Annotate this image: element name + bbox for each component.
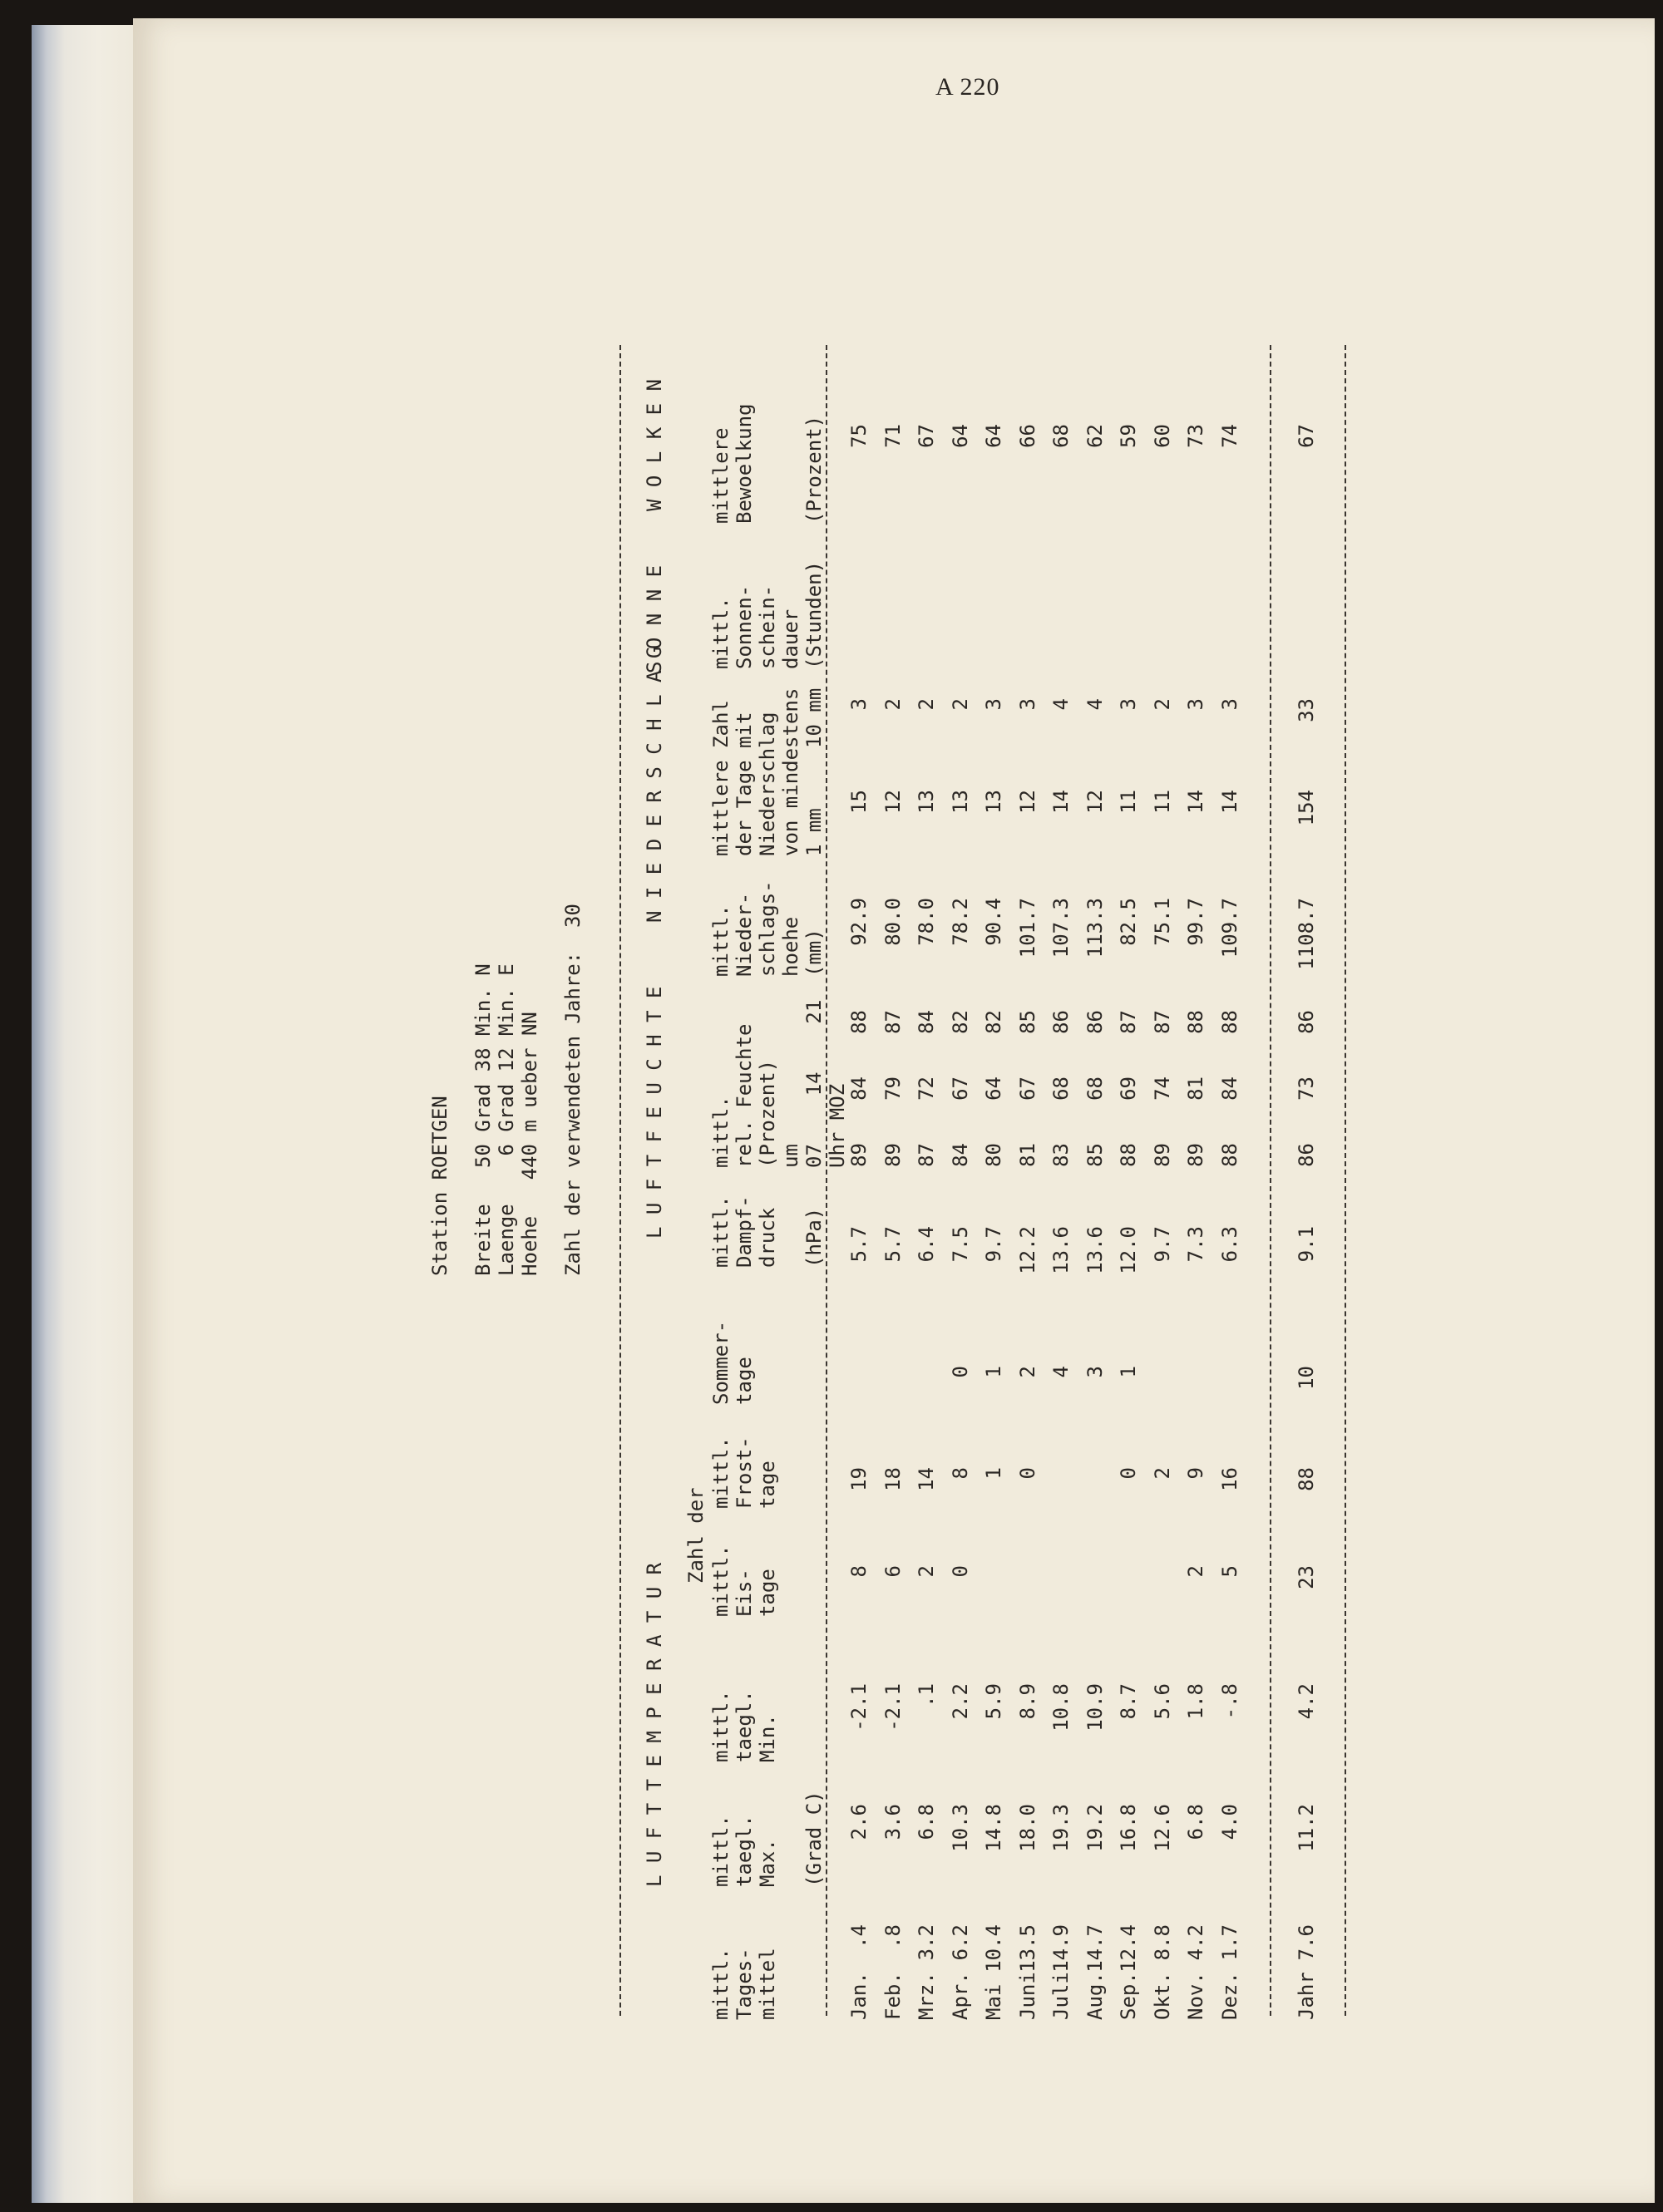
cell-eis: 0 bbox=[948, 1565, 972, 1578]
cell-f14: 72 bbox=[915, 1076, 938, 1101]
cell-mn: 10.9 bbox=[1083, 1683, 1107, 1732]
header-bewoelkung-line: Bewoelkung bbox=[733, 403, 756, 524]
cell-f14: 84 bbox=[847, 1076, 871, 1101]
divider-header bbox=[826, 345, 827, 2016]
cell-mn: 1.8 bbox=[1184, 1683, 1207, 1720]
cell-n10: 3 bbox=[1184, 698, 1207, 711]
cell-fr: 9 bbox=[1184, 1467, 1207, 1480]
cell-f14: 68 bbox=[1049, 1076, 1073, 1101]
row-month-label: Mrz. bbox=[915, 1972, 938, 2020]
cell-tm: 3.2 bbox=[915, 1924, 938, 1961]
header-eistage-line: tage bbox=[756, 1569, 779, 1617]
cell-mx: 3.6 bbox=[881, 1804, 905, 1840]
header-nhoehe-line: hoehe bbox=[779, 916, 802, 977]
cell-fr: 0 bbox=[1117, 1467, 1140, 1480]
header-ntage-line: mittlere Zahl bbox=[709, 700, 733, 856]
cell-n1: 14 bbox=[1184, 790, 1207, 814]
cell-dd: 7.3 bbox=[1184, 1226, 1207, 1263]
cell-mn: -2.1 bbox=[847, 1683, 871, 1732]
cell-mx: 14.8 bbox=[982, 1804, 1005, 1852]
cell-bw: 67 bbox=[1295, 424, 1318, 448]
header-min-line: mittl. bbox=[709, 1690, 733, 1762]
cell-mn: 5.9 bbox=[982, 1683, 1005, 1720]
header-max-line: mittl. bbox=[709, 1815, 733, 1887]
cell-f07: 86 bbox=[1295, 1143, 1318, 1167]
header-min-line: taegl. bbox=[733, 1690, 756, 1762]
cell-dd: 5.7 bbox=[847, 1226, 871, 1263]
station-laenge: Laenge 6 Grad 12 Min. E bbox=[495, 963, 518, 1276]
cell-n1: 14 bbox=[1049, 790, 1073, 814]
cell-tm: .4 bbox=[847, 1924, 871, 1948]
header-nhoehe-line: (mm) bbox=[802, 929, 826, 977]
header-ntage-line: 1 mm 10 mm bbox=[802, 687, 826, 856]
cell-tm: 14.7 bbox=[1083, 1924, 1107, 1973]
cell-n1: 12 bbox=[881, 790, 905, 814]
cell-f21: 86 bbox=[1295, 1010, 1318, 1034]
cell-f14: 68 bbox=[1083, 1076, 1107, 1101]
cell-n1: 14 bbox=[1217, 790, 1241, 814]
cell-so: 4 bbox=[1049, 1366, 1073, 1378]
cell-nh: 101.7 bbox=[1015, 898, 1039, 958]
station-jahre: Zahl der verwendeten Jahre: 30 bbox=[561, 904, 585, 1276]
cell-nh: 92.9 bbox=[847, 898, 871, 946]
row-month-label: Mai bbox=[982, 1983, 1005, 2020]
cell-tm: 12.4 bbox=[1117, 1924, 1140, 1973]
cell-dd: 9.7 bbox=[982, 1226, 1005, 1263]
cell-n1: 12 bbox=[1083, 790, 1107, 814]
cell-n10: 2 bbox=[1150, 698, 1174, 711]
cell-dd: 7.5 bbox=[948, 1226, 972, 1263]
cell-f21: 84 bbox=[915, 1010, 938, 1034]
cell-bw: 62 bbox=[1083, 424, 1107, 448]
divider-bottom bbox=[1345, 345, 1346, 2016]
cell-f07: 81 bbox=[1015, 1143, 1039, 1167]
header-nhoehe-line: schlags- bbox=[756, 880, 779, 977]
header-grad-c: (Grad C) bbox=[802, 1791, 826, 1887]
cell-bw: 59 bbox=[1117, 424, 1140, 448]
cell-bw: 60 bbox=[1150, 424, 1174, 448]
row-month-label: Dez. bbox=[1217, 1972, 1241, 2020]
cell-tm: 6.2 bbox=[948, 1924, 972, 1961]
cell-eis: 2 bbox=[915, 1565, 938, 1578]
cell-f07: 80 bbox=[982, 1143, 1005, 1167]
cell-mx: 11.2 bbox=[1295, 1804, 1318, 1852]
cell-mx: 19.2 bbox=[1083, 1804, 1107, 1852]
group-wolken: W O L K E N bbox=[643, 379, 666, 511]
cell-dd: 5.7 bbox=[881, 1226, 905, 1263]
cell-fr: 18 bbox=[881, 1467, 905, 1491]
cell-f21: 88 bbox=[1184, 1010, 1207, 1034]
cell-bw: 74 bbox=[1217, 424, 1241, 448]
header-sommertage-line: tage bbox=[733, 1357, 756, 1405]
cell-mx: 18.0 bbox=[1015, 1804, 1039, 1852]
cell-n1: 11 bbox=[1150, 790, 1174, 814]
cell-dd: 13.6 bbox=[1049, 1226, 1073, 1274]
cell-so: 1 bbox=[982, 1366, 1005, 1378]
cell-nh: 78.2 bbox=[948, 898, 972, 946]
cell-n10: 2 bbox=[915, 698, 938, 711]
header-bewoelkung-line: (Prozent) bbox=[802, 415, 826, 524]
header-dampfdruck-line: Dampf- bbox=[733, 1195, 756, 1268]
cell-mn: .1 bbox=[915, 1683, 938, 1707]
row-month-label: Jan. bbox=[847, 1972, 871, 2020]
cell-mx: 16.8 bbox=[1117, 1804, 1140, 1852]
header-frosttage-line: tage bbox=[756, 1461, 779, 1509]
cell-f07: 88 bbox=[1217, 1143, 1241, 1167]
cell-eis: 8 bbox=[847, 1565, 871, 1578]
cell-f21: 88 bbox=[1217, 1010, 1241, 1034]
header-max-line: taegl. bbox=[733, 1815, 756, 1887]
cell-f07: 87 bbox=[915, 1143, 938, 1167]
station-breite: Breite 50 Grad 38 Min. N bbox=[471, 963, 495, 1276]
header-dampfdruck-line: druck bbox=[756, 1207, 779, 1268]
cell-n1: 13 bbox=[948, 790, 972, 814]
cell-fr: 8 bbox=[948, 1467, 972, 1480]
page-number: A 220 bbox=[935, 73, 1000, 101]
cell-mx: 2.6 bbox=[847, 1804, 871, 1840]
cell-eis: 23 bbox=[1295, 1565, 1318, 1589]
cell-so: 2 bbox=[1015, 1366, 1039, 1378]
cell-nh: 1108.7 bbox=[1295, 898, 1318, 970]
cell-n10: 3 bbox=[1117, 698, 1140, 711]
cell-fr: 19 bbox=[847, 1467, 871, 1491]
cell-n10: 3 bbox=[982, 698, 1005, 711]
row-month-label: Nov. bbox=[1184, 1972, 1207, 2020]
station-hoehe: Hoehe 440 m ueber NN bbox=[518, 1012, 541, 1276]
cell-n10: 3 bbox=[1217, 698, 1241, 711]
header-feuchte-line: Uhr MOZ bbox=[826, 1083, 849, 1168]
cell-bw: 73 bbox=[1184, 424, 1207, 448]
cell-fr: 14 bbox=[915, 1467, 938, 1491]
cell-mx: 4.0 bbox=[1217, 1804, 1241, 1840]
cell-mx: 19.3 bbox=[1049, 1804, 1073, 1852]
header-sonnen-line: (Stunden) bbox=[802, 560, 826, 669]
header-frosttage-line: mittl. bbox=[709, 1436, 733, 1509]
cell-mn: -.8 bbox=[1217, 1683, 1241, 1720]
cell-tm: 8.8 bbox=[1150, 1924, 1174, 1961]
header-feuchte-line: (Prozent) bbox=[756, 1059, 779, 1168]
cell-dd: 6.3 bbox=[1217, 1226, 1241, 1263]
cell-dd: 9.1 bbox=[1295, 1226, 1318, 1263]
cell-f14: 69 bbox=[1117, 1076, 1140, 1101]
cell-nh: 80.0 bbox=[881, 898, 905, 946]
rotated-climate-table bbox=[420, 270, 1468, 2049]
cell-f21: 87 bbox=[1117, 1010, 1140, 1034]
cell-f14: 67 bbox=[1015, 1076, 1039, 1101]
cell-f07: 89 bbox=[881, 1143, 905, 1167]
cell-eis: 5 bbox=[1217, 1565, 1241, 1578]
header-nhoehe-line: mittl. bbox=[709, 904, 733, 977]
cell-so: 10 bbox=[1295, 1366, 1318, 1390]
divider-before-jahr bbox=[1270, 345, 1271, 2016]
cell-eis: 2 bbox=[1184, 1565, 1207, 1578]
header-zahl-der: Zahl der bbox=[684, 1487, 708, 1584]
cell-mx: 10.3 bbox=[948, 1804, 972, 1852]
cell-f07: 83 bbox=[1049, 1143, 1073, 1167]
row-month-label: Okt. bbox=[1150, 1972, 1174, 2020]
cell-tm: 7.6 bbox=[1295, 1924, 1318, 1961]
cell-f14: 64 bbox=[982, 1076, 1005, 1101]
header-tagesmittel-line: mittl. bbox=[709, 1948, 733, 2020]
cell-dd: 12.2 bbox=[1015, 1226, 1039, 1274]
cell-fr: 0 bbox=[1015, 1467, 1039, 1480]
cell-tm: 13.5 bbox=[1015, 1924, 1039, 1973]
cell-so: 1 bbox=[1117, 1366, 1140, 1378]
cell-nh: 75.1 bbox=[1150, 898, 1174, 946]
cell-bw: 64 bbox=[982, 424, 1005, 448]
cell-mx: 6.8 bbox=[915, 1804, 938, 1840]
cell-f14: 81 bbox=[1184, 1076, 1207, 1101]
cell-fr: 16 bbox=[1217, 1467, 1241, 1491]
cell-f21: 86 bbox=[1083, 1010, 1107, 1034]
cell-eis: 6 bbox=[881, 1565, 905, 1578]
cell-nh: 109.7 bbox=[1217, 898, 1241, 958]
header-sonnen-line: dauer bbox=[779, 608, 802, 669]
cell-nh: 82.5 bbox=[1117, 898, 1140, 946]
cell-tm: 1.7 bbox=[1217, 1924, 1241, 1961]
cell-mn: -2.1 bbox=[881, 1683, 905, 1732]
header-max-line: Max. bbox=[756, 1839, 779, 1887]
cell-dd: 13.6 bbox=[1083, 1226, 1107, 1274]
cell-bw: 68 bbox=[1049, 424, 1073, 448]
cell-nh: 78.0 bbox=[915, 898, 938, 946]
cell-nh: 90.4 bbox=[982, 898, 1005, 946]
cell-f21: 87 bbox=[1150, 1010, 1174, 1034]
row-month-label: Apr. bbox=[948, 1972, 972, 2020]
cell-f21: 87 bbox=[881, 1010, 905, 1034]
group-luftfeuchte: L U F T F E U C H T E bbox=[643, 986, 666, 1239]
cell-mn: 8.7 bbox=[1117, 1683, 1140, 1720]
cell-n10: 33 bbox=[1295, 698, 1318, 722]
cell-n10: 3 bbox=[1015, 698, 1039, 711]
header-eistage-line: Eis- bbox=[733, 1569, 756, 1617]
cell-n1: 12 bbox=[1015, 790, 1039, 814]
cell-f07: 85 bbox=[1083, 1143, 1107, 1167]
header-frosttage-line: Frost- bbox=[733, 1436, 756, 1509]
cell-tm: .8 bbox=[881, 1924, 905, 1948]
cell-f14: 74 bbox=[1150, 1076, 1174, 1101]
cell-n1: 15 bbox=[847, 790, 871, 814]
header-feuchte-line: mittl. bbox=[709, 1096, 733, 1168]
header-nhoehe-line: Nieder- bbox=[733, 892, 756, 977]
cell-f21: 82 bbox=[982, 1010, 1005, 1034]
cell-bw: 67 bbox=[915, 424, 938, 448]
cell-f07: 88 bbox=[1117, 1143, 1140, 1167]
cell-n1: 154 bbox=[1295, 790, 1318, 826]
cell-mx: 12.6 bbox=[1150, 1804, 1174, 1852]
cell-f21: 88 bbox=[847, 1010, 871, 1034]
cell-f21: 86 bbox=[1049, 1010, 1073, 1034]
cell-tm: 4.2 bbox=[1184, 1924, 1207, 1961]
cell-n1: 11 bbox=[1117, 790, 1140, 814]
header-tagesmittel-line: mittel bbox=[756, 1948, 779, 2020]
header-ntage-line: von mindestens bbox=[779, 687, 802, 856]
row-month-label: Sep. bbox=[1117, 1972, 1140, 2020]
cell-n1: 13 bbox=[915, 790, 938, 814]
header-sonnen-line: schein- bbox=[756, 584, 779, 669]
cell-n10: 4 bbox=[1083, 698, 1107, 711]
cell-f07: 89 bbox=[1184, 1143, 1207, 1167]
cell-f14: 73 bbox=[1295, 1076, 1318, 1101]
cell-tm: 14.9 bbox=[1049, 1924, 1073, 1973]
header-ntage-line: Niederschlag bbox=[756, 712, 779, 856]
row-month-label: Juli bbox=[1049, 1972, 1073, 2020]
cell-n10: 3 bbox=[847, 698, 871, 711]
cell-mx: 6.8 bbox=[1184, 1804, 1207, 1840]
cell-so: 0 bbox=[948, 1366, 972, 1378]
cell-bw: 75 bbox=[847, 424, 871, 448]
cell-nh: 99.7 bbox=[1184, 898, 1207, 946]
cell-fr: 2 bbox=[1150, 1467, 1174, 1480]
cell-mn: 2.2 bbox=[948, 1683, 972, 1720]
divider-top bbox=[619, 345, 621, 2016]
cell-dd: 12.0 bbox=[1117, 1226, 1140, 1274]
cell-f14: 79 bbox=[881, 1076, 905, 1101]
cell-so: 3 bbox=[1083, 1366, 1107, 1378]
cell-nh: 107.3 bbox=[1049, 898, 1073, 958]
station-title: Station ROETGEN bbox=[428, 1096, 452, 1276]
header-eistage-line: mittl. bbox=[709, 1544, 733, 1617]
cell-n10: 2 bbox=[948, 698, 972, 711]
row-month-label: Aug. bbox=[1083, 1972, 1107, 2020]
cell-f07: 89 bbox=[847, 1143, 871, 1167]
cell-n10: 2 bbox=[881, 698, 905, 711]
cell-fr: 1 bbox=[982, 1467, 1005, 1480]
header-dampfdruck-line: mittl. bbox=[709, 1195, 733, 1268]
cell-dd: 9.7 bbox=[1150, 1226, 1174, 1263]
cell-mn: 8.9 bbox=[1015, 1683, 1039, 1720]
cell-n1: 13 bbox=[982, 790, 1005, 814]
header-bewoelkung-line: mittlere bbox=[709, 427, 733, 524]
cell-dd: 6.4 bbox=[915, 1226, 938, 1263]
group-lufttemperatur: L U F T T E M P E R A T U R bbox=[643, 1562, 666, 1887]
cell-f21: 82 bbox=[948, 1010, 972, 1034]
row-month-label: Feb. bbox=[881, 1972, 905, 2020]
cell-bw: 71 bbox=[881, 424, 905, 448]
cell-n10: 4 bbox=[1049, 698, 1073, 711]
header-feuchte-line: 07 14 21 bbox=[802, 999, 826, 1168]
header-sonnen-line: Sonnen- bbox=[733, 584, 756, 669]
cell-f21: 85 bbox=[1015, 1010, 1039, 1034]
row-month-label: Juni bbox=[1015, 1972, 1039, 2020]
cell-f14: 84 bbox=[1217, 1076, 1241, 1101]
cell-bw: 64 bbox=[948, 424, 972, 448]
header-min-line: Min. bbox=[756, 1714, 779, 1762]
cell-tm: 10.4 bbox=[982, 1924, 1005, 1973]
header-sommertage-line: Sommer- bbox=[709, 1320, 733, 1405]
cell-mn: 5.6 bbox=[1150, 1683, 1174, 1720]
cell-mn: 4.2 bbox=[1295, 1683, 1318, 1720]
row-month-label: Jahr bbox=[1295, 1972, 1318, 2020]
cell-f07: 89 bbox=[1150, 1143, 1174, 1167]
header-tagesmittel-line: Tages- bbox=[733, 1948, 756, 2020]
cell-bw: 66 bbox=[1015, 424, 1039, 448]
header-dampfdruck-line: (hPa) bbox=[802, 1207, 826, 1268]
cell-fr: 88 bbox=[1295, 1467, 1318, 1491]
header-feuchte-line: rel. Feuchte bbox=[733, 1023, 756, 1168]
group-sonne: S O N N E bbox=[643, 564, 666, 673]
group-niederschlag: N I E D E R S C H L A G bbox=[643, 646, 666, 923]
cell-f07: 84 bbox=[948, 1143, 972, 1167]
header-feuchte-line: um bbox=[779, 1144, 802, 1168]
cell-f14: 67 bbox=[948, 1076, 972, 1101]
cell-mn: 10.8 bbox=[1049, 1683, 1073, 1732]
header-ntage-line: der Tage mit bbox=[733, 712, 756, 856]
cell-nh: 113.3 bbox=[1083, 898, 1107, 958]
header-sonnen-line: mittl. bbox=[709, 597, 733, 669]
